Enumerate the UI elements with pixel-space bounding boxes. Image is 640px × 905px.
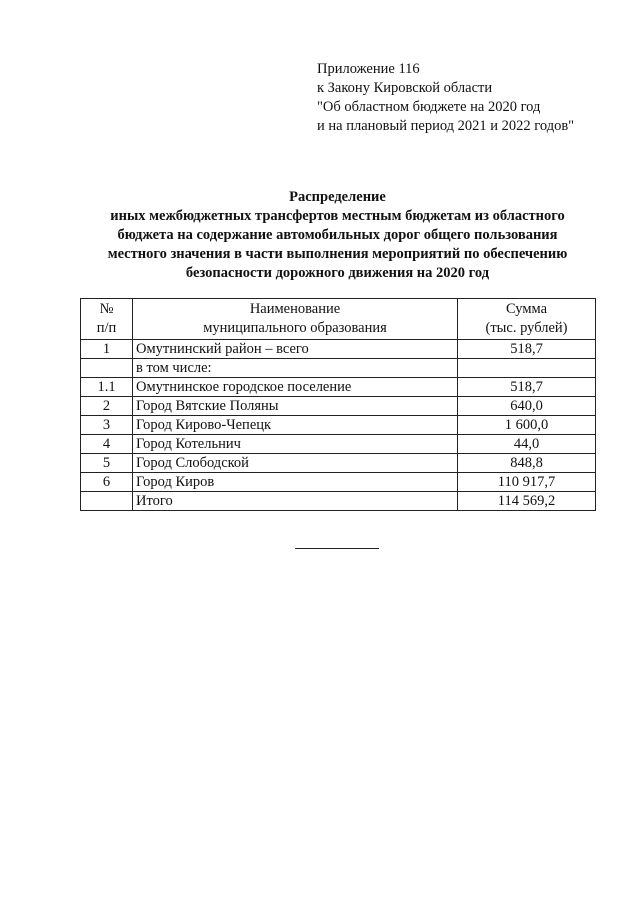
appendix-line: Приложение 116 — [317, 61, 420, 77]
title-line: местного значения в части выполнения мероприятий по обеспечению — [107, 246, 568, 262]
row-name: в том числе: — [133, 359, 458, 378]
row-number: 4 — [81, 435, 133, 454]
row-number — [81, 492, 133, 511]
row-name: Город Кирово-Чепецк — [133, 416, 458, 435]
row-number — [81, 359, 133, 378]
document-title — [80, 188, 595, 283]
appendix-header — [317, 60, 574, 136]
header-sum-line: Сумма — [505, 301, 548, 317]
title-line: безопасности дорожного движения на 2020 год — [185, 265, 490, 281]
header-name-line: Наименование — [249, 301, 341, 317]
row-name: Омутнинский район – всего — [133, 340, 458, 359]
row-sum: 518,7 — [458, 378, 596, 397]
row-sum: 114 569,2 — [458, 492, 596, 511]
header-number — [81, 299, 133, 340]
closing-divider — [295, 548, 379, 549]
header-sum — [458, 299, 596, 340]
table-total-row — [81, 492, 596, 511]
appendix-line: к Закону Кировской области — [317, 80, 493, 96]
header-sum-line: (тыс. рублей) — [485, 320, 568, 336]
row-sum: 518,7 — [458, 340, 596, 359]
row-number: 3 — [81, 416, 133, 435]
header-number-line: п/п — [96, 320, 117, 336]
row-sum: 640,0 — [458, 397, 596, 416]
row-number: 1.1 — [81, 378, 133, 397]
row-name: Итого — [133, 492, 458, 511]
row-sum: 1 600,0 — [458, 416, 596, 435]
title-line: иных межбюджетных трансфертов местным бюджетам из областного — [110, 208, 565, 224]
table-row — [81, 397, 596, 416]
row-number: 1 — [81, 340, 133, 359]
table-row — [81, 378, 596, 397]
distribution-table — [80, 298, 596, 511]
table-row — [81, 454, 596, 473]
header-name — [133, 299, 458, 340]
row-name: Город Вятские Поляны — [133, 397, 458, 416]
appendix-line: и на плановый период 2021 и 2022 годов" — [317, 118, 575, 134]
title-line: бюджета на содержание автомобильных дорог общего пользования — [117, 227, 558, 243]
table-row — [81, 416, 596, 435]
header-name-line: муниципального образования — [203, 320, 387, 336]
row-sum: 848,8 — [458, 454, 596, 473]
table-header-row — [81, 299, 596, 340]
row-number: 6 — [81, 473, 133, 492]
row-name: Город Котельнич — [133, 435, 458, 454]
table-row — [81, 359, 596, 378]
row-number: 2 — [81, 397, 133, 416]
row-sum: 110 917,7 — [458, 473, 596, 492]
table-row — [81, 340, 596, 359]
header-number-line: № — [99, 301, 114, 317]
row-sum: 44,0 — [458, 435, 596, 454]
table-row — [81, 473, 596, 492]
table-row — [81, 435, 596, 454]
appendix-line: "Об областном бюджете на 2020 год — [317, 99, 541, 115]
row-sum — [458, 359, 596, 378]
row-name: Город Киров — [133, 473, 458, 492]
title-line: Распределение — [289, 189, 386, 205]
row-number: 5 — [81, 454, 133, 473]
row-name: Омутнинское городское поселение — [133, 378, 458, 397]
row-name: Город Слободской — [133, 454, 458, 473]
